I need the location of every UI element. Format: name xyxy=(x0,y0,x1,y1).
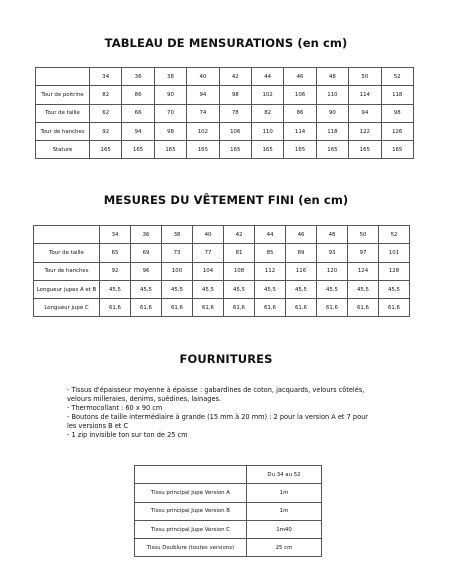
cell: 165 xyxy=(349,141,381,159)
cell: 165 xyxy=(187,141,219,159)
size-header: 46 xyxy=(286,226,317,244)
size-header: 50 xyxy=(349,68,381,86)
cell: 86 xyxy=(122,86,154,104)
fournitures-line: - 1 zip invisible ton sur ton de 25 cm xyxy=(67,431,188,439)
cell: 114 xyxy=(284,122,316,140)
row-label: Longueur jupe C xyxy=(34,299,100,317)
cell: 122 xyxy=(349,122,381,140)
cell: 77 xyxy=(193,244,224,262)
table-row xyxy=(135,520,322,538)
fournitures-line: - Tissus d'épaisseur moyenne à épaisse : gabardines de coton, jacquards, velours côtelés, xyxy=(67,386,365,394)
cell: 61,6 xyxy=(286,299,317,317)
table-row xyxy=(34,262,410,280)
size-header: 48 xyxy=(317,226,348,244)
size-header: 38 xyxy=(162,226,193,244)
size-header: 38 xyxy=(154,68,186,86)
cell: 61,6 xyxy=(348,299,379,317)
cell: 98 xyxy=(154,122,186,140)
cell: 112 xyxy=(255,262,286,280)
fournitures-table xyxy=(134,465,322,557)
cell: 1m40 xyxy=(247,520,322,538)
fournitures-line: - Thermocollant : 60 x 90 cm xyxy=(67,404,163,412)
cell: 78 xyxy=(219,104,251,122)
cell: 61,6 xyxy=(131,299,162,317)
cell: 128 xyxy=(379,262,410,280)
cell: 61,6 xyxy=(317,299,348,317)
cell: 104 xyxy=(193,262,224,280)
cell: 45,5 xyxy=(255,280,286,298)
cell: 70 xyxy=(154,104,186,122)
cell: 86 xyxy=(284,104,316,122)
cell: 165 xyxy=(284,141,316,159)
cell: 90 xyxy=(154,86,186,104)
cell: 92 xyxy=(90,122,122,140)
size-header: 42 xyxy=(219,68,251,86)
cell: 73 xyxy=(162,244,193,262)
cell: 96 xyxy=(131,262,162,280)
cell: 45,5 xyxy=(348,280,379,298)
cell: 100 xyxy=(162,262,193,280)
cell: 61,6 xyxy=(162,299,193,317)
size-header: 52 xyxy=(379,226,410,244)
mensurations-table xyxy=(35,67,414,159)
fournitures-line: velours milleraies, denims, suédines, lainages. xyxy=(67,395,222,403)
row-label: Tour de hanches xyxy=(34,262,100,280)
table-row xyxy=(36,104,414,122)
cell: 165 xyxy=(90,141,122,159)
table-row xyxy=(36,141,414,159)
cell: 90 xyxy=(316,104,348,122)
table-row xyxy=(34,244,410,262)
cell: 110 xyxy=(251,122,283,140)
corner-cell xyxy=(135,466,247,484)
size-header: 36 xyxy=(122,68,154,86)
cell: 66 xyxy=(122,104,154,122)
table-row xyxy=(34,280,410,298)
cell: 114 xyxy=(349,86,381,104)
row-label: Tissu Doublure (toutes versions) xyxy=(135,539,247,557)
range-header: Du 34 au 52 xyxy=(247,466,322,484)
fournitures-list xyxy=(67,386,397,440)
cell: 102 xyxy=(251,86,283,104)
cell: 92 xyxy=(100,262,131,280)
size-header: 48 xyxy=(316,68,348,86)
cell: 45,5 xyxy=(193,280,224,298)
cell: 165 xyxy=(381,141,413,159)
size-header: 34 xyxy=(90,68,122,86)
cell: 45,5 xyxy=(100,280,131,298)
cell: 45,5 xyxy=(131,280,162,298)
cell: 25 cm xyxy=(247,539,322,557)
cell: 45,5 xyxy=(224,280,255,298)
cell: 61,6 xyxy=(193,299,224,317)
cell: 45,5 xyxy=(286,280,317,298)
table-header-row xyxy=(34,226,410,244)
cell: 120 xyxy=(317,262,348,280)
cell: 165 xyxy=(251,141,283,159)
row-label: Tour de hanches xyxy=(36,122,90,140)
cell: 101 xyxy=(379,244,410,262)
cell: 126 xyxy=(381,122,413,140)
cell: 98 xyxy=(381,104,413,122)
cell: 165 xyxy=(154,141,186,159)
cell: 94 xyxy=(349,104,381,122)
cell: 69 xyxy=(131,244,162,262)
vetement-table xyxy=(33,225,410,317)
size-header: 46 xyxy=(284,68,316,86)
vetement-title: MESURES DU VÊTEMENT FINI (en cm) xyxy=(103,193,349,207)
size-header: 40 xyxy=(187,68,219,86)
cell: 94 xyxy=(122,122,154,140)
cell: 62 xyxy=(90,104,122,122)
size-header: 52 xyxy=(381,68,413,86)
row-label: Tissu principal Jupe Version A xyxy=(135,484,247,502)
cell: 108 xyxy=(224,262,255,280)
cell: 165 xyxy=(219,141,251,159)
cell: 1m xyxy=(247,502,322,520)
cell: 61,6 xyxy=(224,299,255,317)
cell: 102 xyxy=(187,122,219,140)
row-label: Tissu principal Jupe Version C xyxy=(135,520,247,538)
fournitures-line: les versions B et C xyxy=(67,422,129,430)
size-header: 36 xyxy=(131,226,162,244)
cell: 82 xyxy=(251,104,283,122)
cell: 1m xyxy=(247,484,322,502)
table-row xyxy=(34,299,410,317)
table-row xyxy=(135,539,322,557)
size-header: 34 xyxy=(100,226,131,244)
cell: 118 xyxy=(381,86,413,104)
cell: 118 xyxy=(316,122,348,140)
row-label: Longueur jupes A et B xyxy=(34,280,100,298)
row-label: Tour de taille xyxy=(34,244,100,262)
table-header-row xyxy=(36,68,414,86)
cell: 98 xyxy=(219,86,251,104)
cell: 93 xyxy=(317,244,348,262)
table-row xyxy=(36,122,414,140)
row-label: Tissu principal Jupe Version B xyxy=(135,502,247,520)
cell: 94 xyxy=(187,86,219,104)
cell: 165 xyxy=(316,141,348,159)
cell: 106 xyxy=(284,86,316,104)
size-header: 44 xyxy=(251,68,283,86)
cell: 45,5 xyxy=(317,280,348,298)
mensurations-title: TABLEAU DE MENSURATIONS (en cm) xyxy=(104,36,348,50)
cell: 116 xyxy=(286,262,317,280)
cell: 106 xyxy=(219,122,251,140)
cell: 97 xyxy=(348,244,379,262)
cell: 110 xyxy=(316,86,348,104)
row-label: Stature xyxy=(36,141,90,159)
fournitures-line: - Boutons de taille intermédiaire à grande (15 mm à 20 mm) : 2 pour la version A et 7 pour xyxy=(67,413,368,421)
row-label: Tour de poitrine xyxy=(36,86,90,104)
cell: 74 xyxy=(187,104,219,122)
size-header: 42 xyxy=(224,226,255,244)
corner-cell xyxy=(36,68,90,86)
cell: 89 xyxy=(286,244,317,262)
size-header: 50 xyxy=(348,226,379,244)
cell: 82 xyxy=(90,86,122,104)
cell: 61,6 xyxy=(255,299,286,317)
cell: 124 xyxy=(348,262,379,280)
corner-cell xyxy=(34,226,100,244)
size-header: 44 xyxy=(255,226,286,244)
cell: 45,5 xyxy=(162,280,193,298)
table-row xyxy=(36,86,414,104)
cell: 81 xyxy=(224,244,255,262)
cell: 65 xyxy=(100,244,131,262)
row-label: Tour de taille xyxy=(36,104,90,122)
cell: 61,6 xyxy=(379,299,410,317)
cell: 165 xyxy=(122,141,154,159)
cell: 61,6 xyxy=(100,299,131,317)
cell: 85 xyxy=(255,244,286,262)
size-header: 40 xyxy=(193,226,224,244)
table-header-row xyxy=(135,466,322,484)
table-row xyxy=(135,484,322,502)
fournitures-title: FOURNITURES xyxy=(179,352,273,366)
table-row xyxy=(135,502,322,520)
cell: 45,5 xyxy=(379,280,410,298)
